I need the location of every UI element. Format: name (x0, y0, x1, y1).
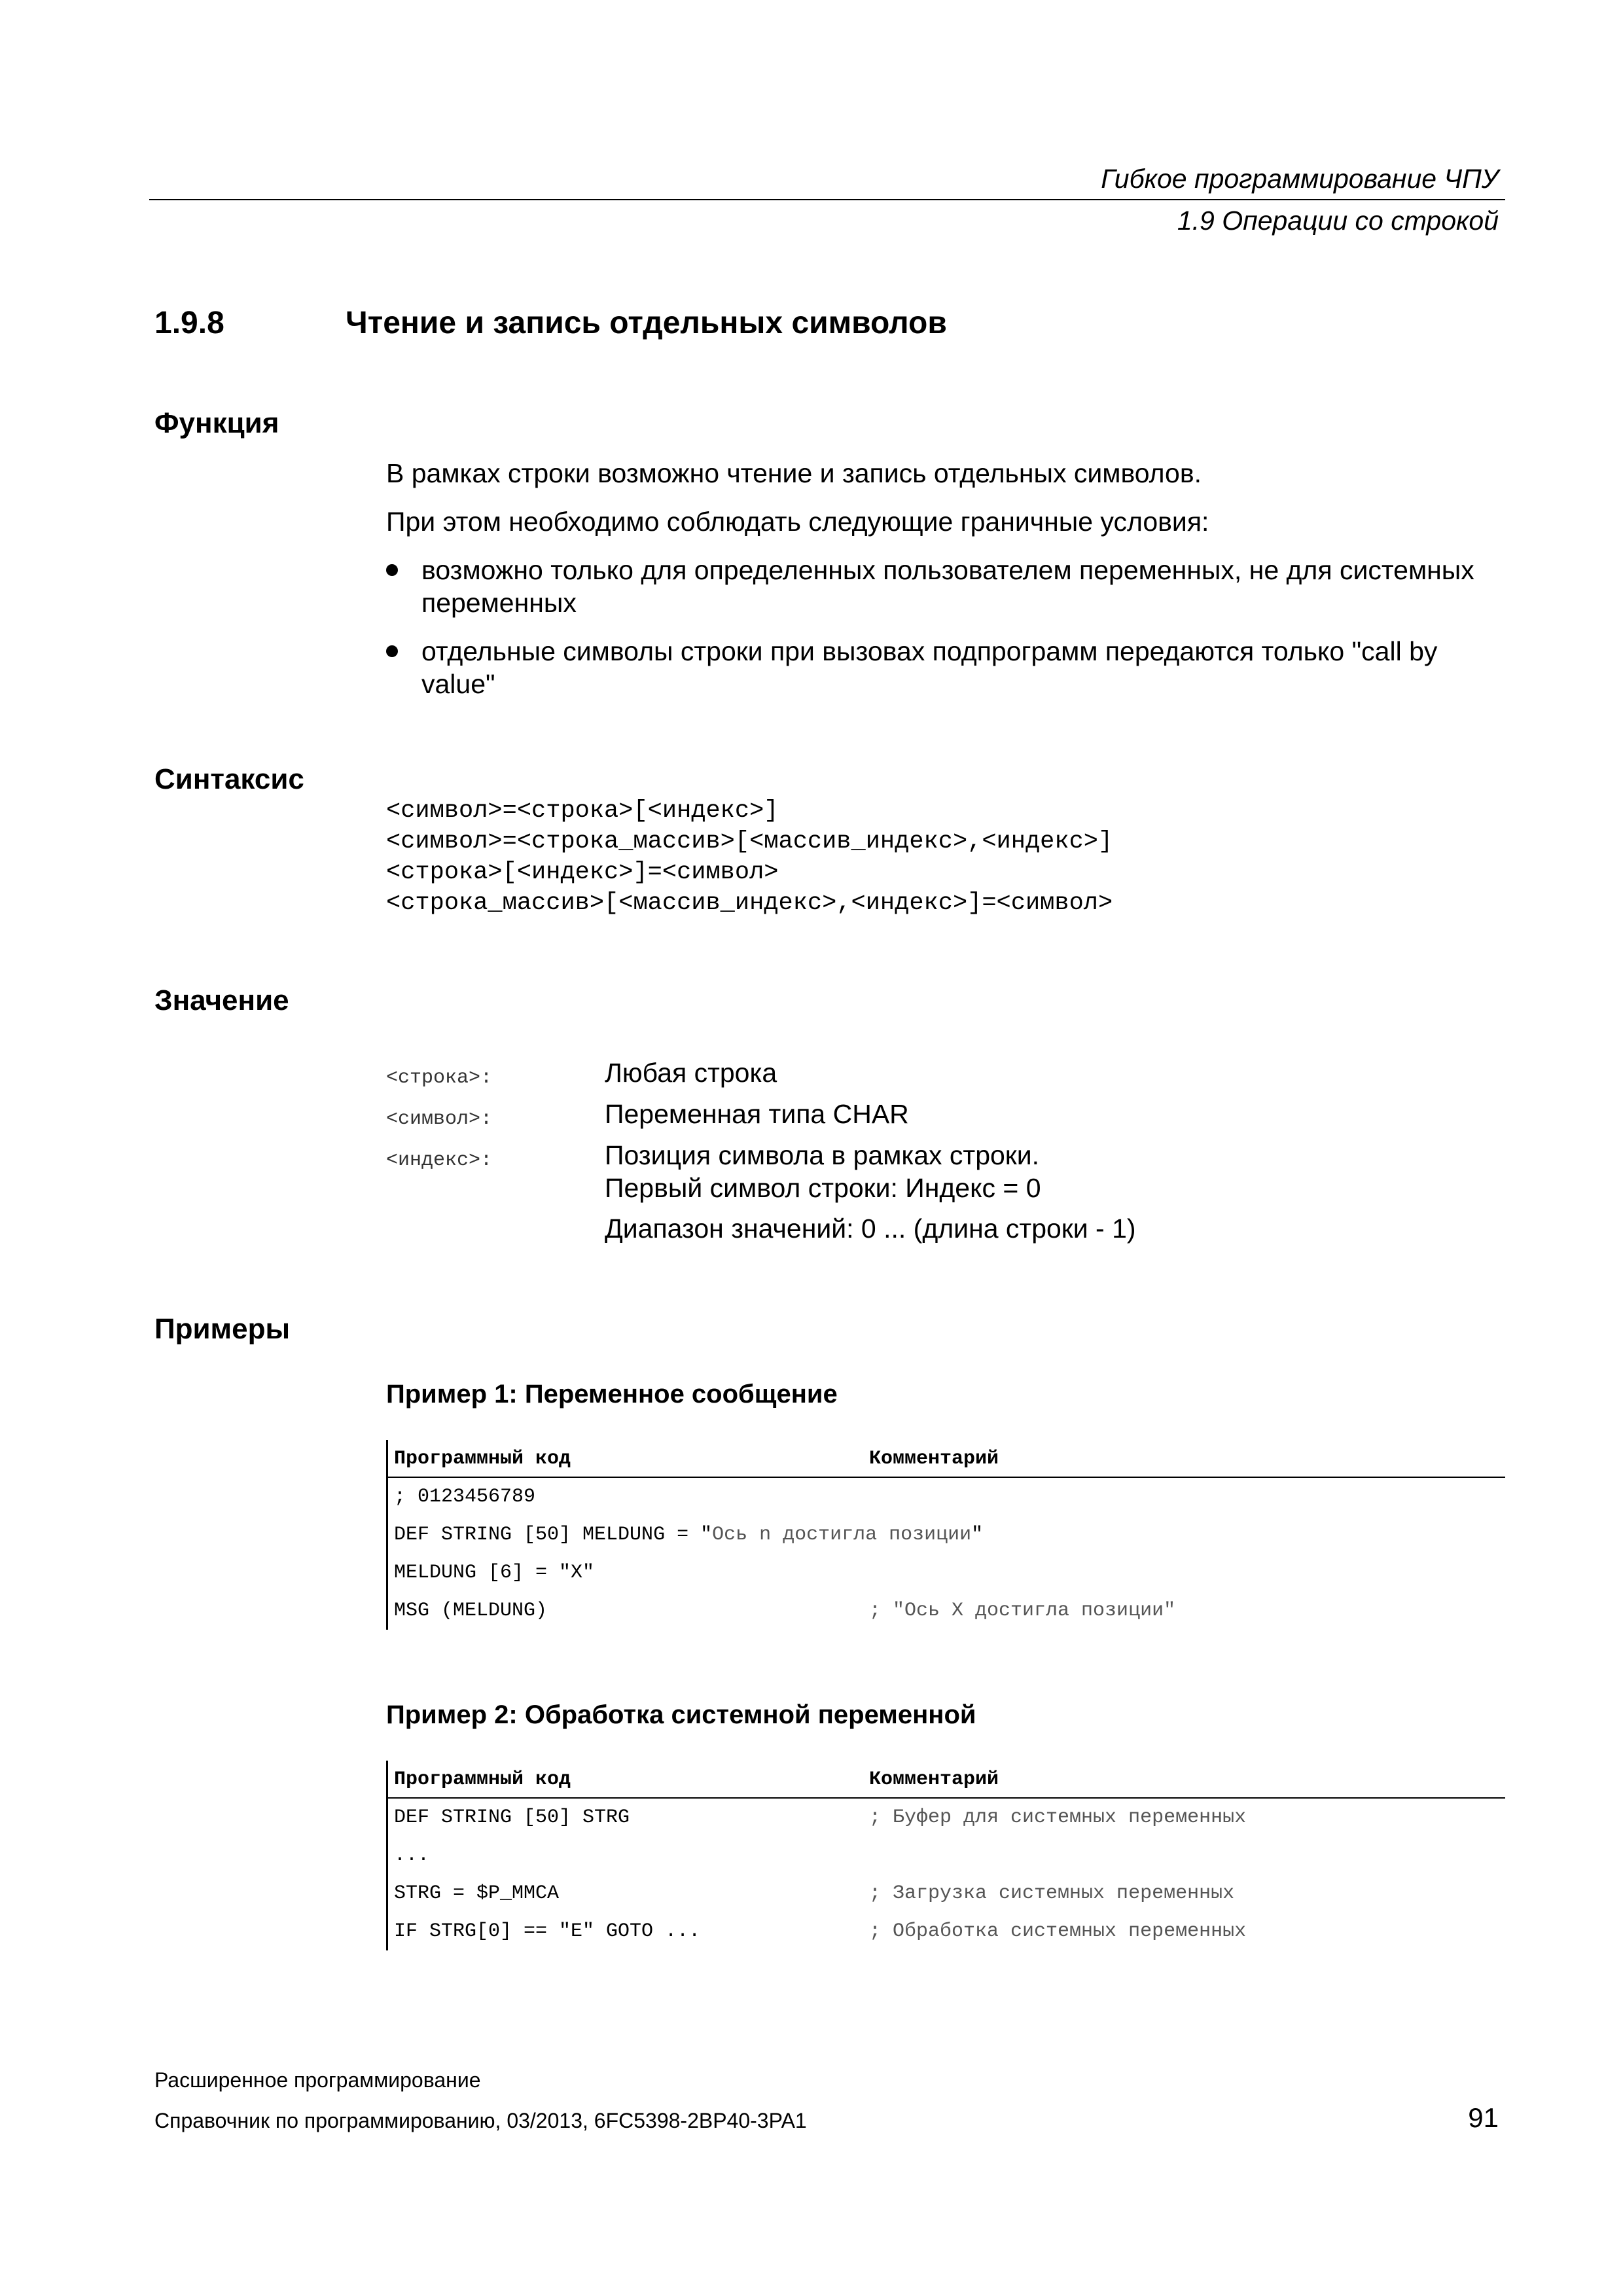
function-heading: Функция (154, 407, 279, 439)
meaning-definition: Диапазон значений: 0 ... (длина строки - 1) (605, 1213, 1136, 1244)
syntax-line: <символ>=<строка_массив>[<массив_индекс>,<индекс>] (386, 828, 1113, 855)
comment-cell: ; Обработка системных переменных (869, 1920, 1247, 1943)
bullet-icon (386, 645, 398, 657)
table-row (386, 1516, 1505, 1554)
code-cell: IF STRG[0] == "E" GOTO ... (394, 1920, 701, 1943)
meaning-definition: Переменная типа CHAR (605, 1099, 909, 1129)
code-cell: MSG (MELDUNG) (394, 1600, 548, 1622)
footer-book-title: Расширенное программирование (154, 2068, 481, 2092)
syntax-line: <строка_массив>[<массив_индекс>,<индекс>]=<символ> (386, 889, 1113, 917)
table-header-row (386, 1761, 1505, 1799)
code-table-example-1 (386, 1440, 1505, 1630)
column-header-code: Программный код (394, 1448, 571, 1470)
running-header-subtitle: 1.9 Операции со строкой (1177, 206, 1499, 236)
example-2-title: Пример 2: Обработка системной переменной (386, 1700, 976, 1729)
table-header-row (386, 1440, 1505, 1478)
code-table-example-2 (386, 1761, 1505, 1950)
code-cell: ... (394, 1844, 430, 1867)
section-number: 1.9.8 (154, 306, 224, 340)
meaning-definition: Первый символ строки: Индекс = 0 (605, 1173, 1041, 1203)
bullet-text: возможно только для определенных пользователем переменных, не для системных переменных (421, 555, 1474, 618)
syntax-line: <строка>[<индекс>]=<символ> (386, 859, 779, 886)
example-1-title: Пример 1: Переменное сообщение (386, 1380, 838, 1408)
code-string-literal: Ось n достигла позиции (712, 1524, 972, 1546)
section-title: Чтение и запись отдельных символов (346, 306, 947, 340)
comment-cell: ; "Ось X достигла позиции" (869, 1600, 1176, 1622)
meaning-term: <индекс>: (386, 1149, 493, 1172)
meaning-definition: Позиция символа в рамках строки. (605, 1140, 1040, 1170)
code-text: DEF STRING [50] MELDUNG = " (394, 1524, 713, 1546)
code-text: " (971, 1524, 984, 1546)
table-row (386, 1912, 1505, 1950)
meaning-term: <строка>: (386, 1067, 493, 1089)
meaning-term: <символ>: (386, 1108, 493, 1130)
bullet-text: отдельные символы строки при вызовах подпрограмм передаются только "call by value" (421, 636, 1438, 699)
comment-cell: ; Буфер для системных переменных (869, 1806, 1247, 1829)
column-header-comment: Комментарий (869, 1448, 999, 1470)
table-row (386, 1554, 1505, 1592)
table-row (386, 1799, 1505, 1837)
meaning-definition: Любая строка (605, 1058, 777, 1088)
code-cell: MELDUNG [6] = "X" (394, 1562, 595, 1584)
column-header-code: Программный код (394, 1768, 571, 1791)
bullet-item (386, 635, 1505, 700)
page-number: 91 (1468, 2102, 1499, 2133)
header-rule (149, 199, 1505, 200)
table-row (386, 1837, 1505, 1874)
syntax-heading: Синтаксис (154, 763, 304, 795)
running-header-title: Гибкое программирование ЧПУ (1101, 164, 1499, 194)
table-row (386, 1592, 1505, 1630)
table-row (386, 1478, 1505, 1516)
code-cell: DEF STRING [50] STRG (394, 1806, 630, 1829)
function-para-1: В рамках строки возможно чтение и запись отдельных символов. (386, 458, 1202, 488)
table-row (386, 1874, 1505, 1912)
bullet-icon (386, 564, 398, 576)
syntax-line: <символ>=<строка>[<индекс>] (386, 797, 779, 825)
code-cell (394, 1524, 983, 1546)
function-para-2: При этом необходимо соблюдать следующие граничные условия: (386, 507, 1209, 537)
code-cell: ; 0123456789 (394, 1486, 536, 1508)
examples-heading: Примеры (154, 1313, 291, 1345)
comment-cell: ; Загрузка системных переменных (869, 1882, 1235, 1905)
footer-reference: Справочник по программированию, 03/2013, 6FC5398-2BP40-3PA1 (154, 2109, 807, 2132)
meaning-heading: Значение (154, 984, 289, 1016)
bullet-item (386, 554, 1505, 619)
column-header-comment: Комментарий (869, 1768, 999, 1791)
code-cell: STRG = $P_MMCA (394, 1882, 560, 1905)
